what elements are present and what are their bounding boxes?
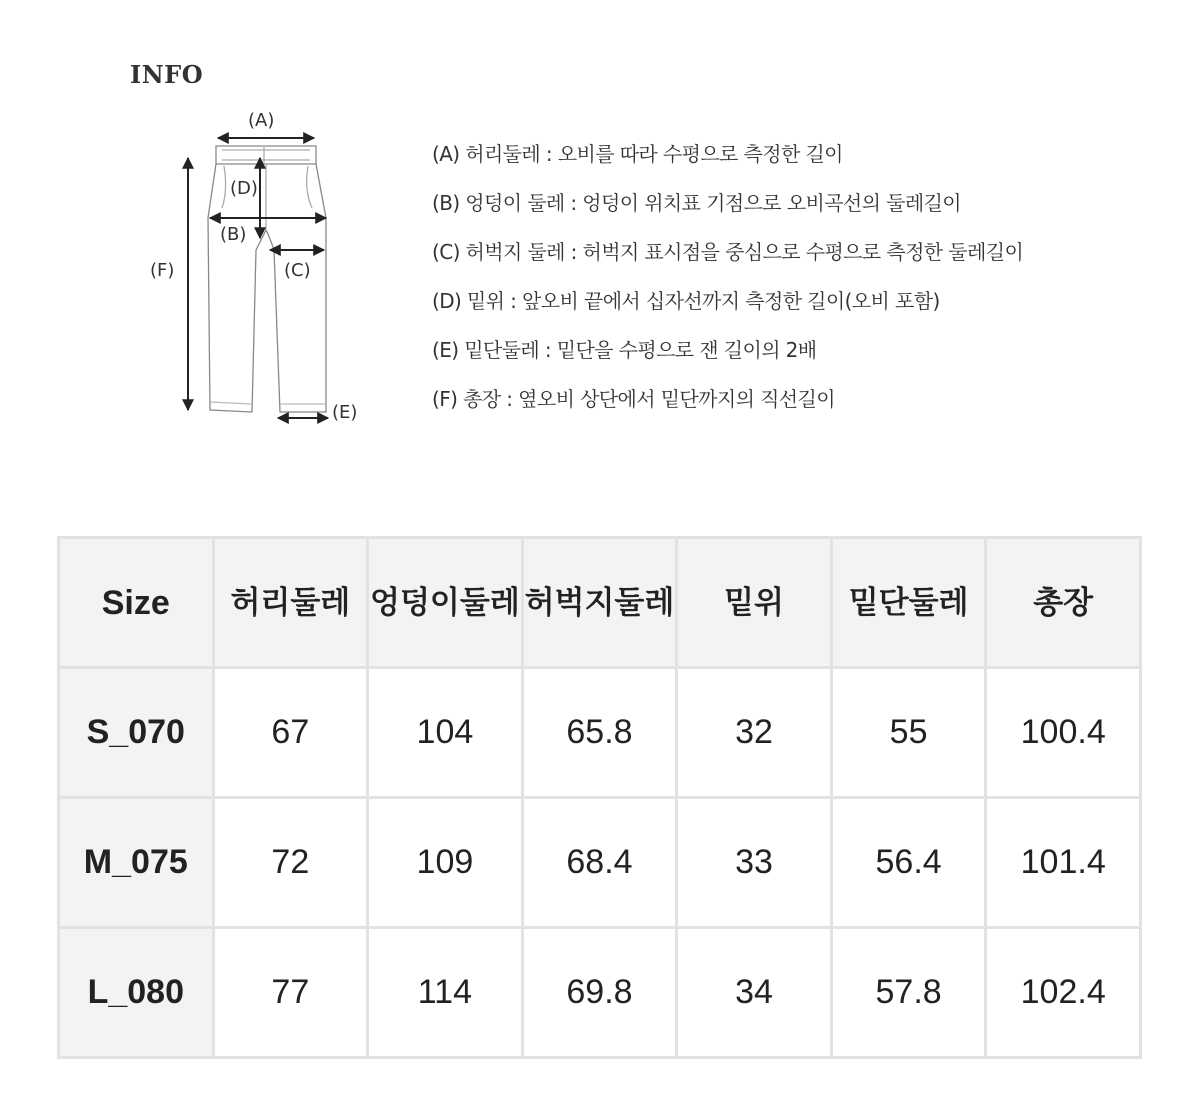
header-waist: 허리둘레 xyxy=(213,538,368,668)
pants-measurement-diagram xyxy=(130,100,390,440)
label-f: (F) xyxy=(150,260,175,281)
description-e: (E) 밑단둘레 : 밑단을 수평으로 잰 길이의 2배 xyxy=(432,338,817,362)
table-row xyxy=(59,928,1141,1058)
table-cell: 68.4 xyxy=(522,798,677,928)
table-cell: 109 xyxy=(368,798,523,928)
size-cell: M_075 xyxy=(59,798,214,928)
table-cell: 34 xyxy=(677,928,832,1058)
label-d: (D) xyxy=(230,178,258,199)
table-cell: 32 xyxy=(677,668,832,798)
table-cell: 104 xyxy=(368,668,523,798)
header-rise: 밑위 xyxy=(677,538,832,668)
label-c: (C) xyxy=(284,260,311,281)
table-cell: 65.8 xyxy=(522,668,677,798)
info-title: INFO xyxy=(130,60,204,89)
measurement-descriptions xyxy=(432,138,1023,432)
description-d: (D) 밑위 : 앞오비 끝에서 십자선까지 측정한 길이(오비 포함) xyxy=(432,289,940,313)
size-cell: S_070 xyxy=(59,668,214,798)
table-cell: 55 xyxy=(831,668,986,798)
table-cell: 57.8 xyxy=(831,928,986,1058)
table-row xyxy=(59,668,1141,798)
table-cell: 100.4 xyxy=(986,668,1141,798)
description-f: (F) 총장 : 옆오비 상단에서 밑단까지의 직선길이 xyxy=(432,387,835,411)
header-length: 총장 xyxy=(986,538,1141,668)
table-cell: 77 xyxy=(213,928,368,1058)
header-hem: 밑단둘레 xyxy=(831,538,986,668)
label-e: (E) xyxy=(332,402,358,423)
description-a: (A) 허리둘레 : 오비를 따라 수평으로 측정한 길이 xyxy=(432,142,843,166)
header-thigh: 허벅지둘레 xyxy=(522,538,677,668)
pants-illustration xyxy=(130,100,390,440)
description-c: (C) 허벅지 둘레 : 허벅지 표시점을 중심으로 수평으로 측정한 둘레길이 xyxy=(432,240,1024,264)
table-cell: 69.8 xyxy=(522,928,677,1058)
table-cell: 102.4 xyxy=(986,928,1141,1058)
table-header-row xyxy=(59,538,1141,668)
table-cell: 67 xyxy=(213,668,368,798)
table-cell: 101.4 xyxy=(986,798,1141,928)
label-a: (A) xyxy=(248,110,275,131)
size-cell: L_080 xyxy=(59,928,214,1058)
header-size: Size xyxy=(59,538,214,668)
description-b: (B) 엉덩이 둘레 : 엉덩이 위치표 기점으로 오비곡선의 둘레길이 xyxy=(432,191,962,215)
table-cell: 56.4 xyxy=(831,798,986,928)
size-table xyxy=(57,536,1142,1059)
label-b: (B) xyxy=(220,224,247,245)
table-row xyxy=(59,798,1141,928)
table-cell: 114 xyxy=(368,928,523,1058)
header-hip: 엉덩이둘레 xyxy=(368,538,523,668)
table-cell: 33 xyxy=(677,798,832,928)
table-cell: 72 xyxy=(213,798,368,928)
